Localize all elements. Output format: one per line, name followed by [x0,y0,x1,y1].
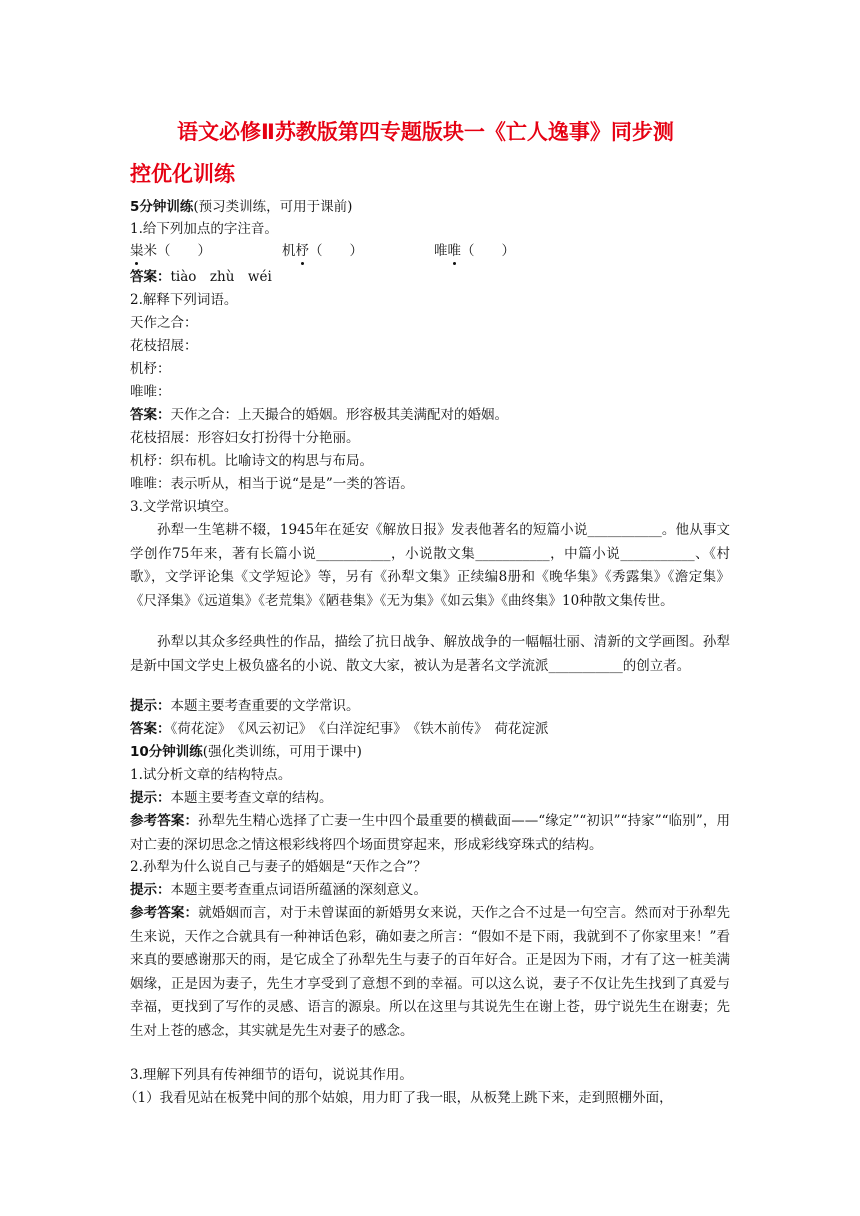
reference-answer-2-2: 参考答案：就婚姻而言，对于未曾谋面的新婚男女来说，天作之合不过是一句空言。然而对于孙犁先生来说，天作之合就具有一种神话色彩，确如妻之所言：“假如不是下雨，我就到不了你家里来！”看来真的要感谢那天的雨，是它成全了孙犁先生与妻子的百年好合。正是因为下雨，才有了这一桩美满姻缘，正是因为妻子，先生才享受到了意想不到的幸福。可以这么说，妻子不仅让先生找到了真爱与幸福，更找到了写作的灵感、语言的源泉。所以在这里与其说先生在谢上苍，毋宁说先生在谢妻；先生对上苍的感念，其实就是先生对妻子的感念。 [130,905,731,1039]
section-heading-note: (预习类训练，可用于课前) [193,199,353,215]
answer-1-1: 答案：tiào zhù wéi [130,269,272,285]
term-1: 天作之合： [130,315,198,331]
answer-1-3: 答案：《荷花淀》 《风云初记》 《白洋淀纪事》 《铁木前传》 荷花淀派 [130,721,549,737]
dotted-char: 唯 [448,240,462,262]
term-4: 唯唯： [130,384,171,400]
literature-paragraph-2: 孙犁以其众多经典性的作品，描绘了抗日战争、解放战争的一幅幅壮丽、清新的文学画图。孙犁是新中国文学史上极负盛名的小说、散文大家，被认为是著名文学流派___________的创立者。 [130,634,730,674]
hint-2-1: 提示：本题主要考查文章的结构。 [130,790,333,806]
answer-1-2-line-2: 花枝招展：形容妇女打扮得十分艳丽。 [130,430,360,446]
question-1-2: 2.解释下列词语。 [130,292,238,308]
term-2: 花枝招展： [130,338,198,354]
section-heading-5min [130,196,352,218]
hint-1-3: 提示：本题主要考查重要的文学常识。 [130,698,360,714]
question-2-2: 2.孙犁为什么说自己与妻子的婚姻是“天作之合”？ [130,859,427,875]
question-2-3: 3.理解下列具有传神细节的语句，说说其作用。 [130,1067,413,1083]
reference-answer-2-1: 参考答案：孙犁先生精心选择了亡妻一生中四个最重要的横截面——“缘定”“初识”“持家”“临别”，用对亡妻的深切思念之情这根彩线将四个场面贯穿起来，形成彩线穿珠式的结构。 [130,813,731,853]
section-heading-label: 10分钟训练 [130,744,203,760]
pinyin-item-2: 机杼（ ） [282,240,434,262]
question-1-1: 1.给下列加点的字注音。 [130,221,278,237]
document-title-line-1: 语文必修Ⅱ苏教版第四专题版块一《亡人逸事》同步测 [177,120,674,144]
question-2-1: 1.试分析文章的结构特点。 [130,767,292,783]
dotted-char: 粜 [130,240,144,262]
section-heading-note: (强化类训练，可用于课中) [202,744,362,760]
pinyin-item-3: 唯唯（ ） [434,240,515,262]
section-heading-10min [130,741,362,763]
question-2-3-item-1: （1）我看见站在板凳中间的那个姑娘，用力盯了我一眼，从板凳上跳下来，走到照棚外面， [124,1090,673,1106]
hint-2-2: 提示：本题主要考查重点词语所蕴涵的深刻意义。 [130,882,427,898]
term-3: 机杼： [130,361,171,377]
pinyin-items-row [130,240,515,262]
pinyin-item-1: 粜米（ ） [130,240,282,262]
section-heading-label: 5分钟训练 [130,199,194,215]
answer-1-2-line-4: 唯唯：表示听从，相当于说“是是”一类的答语。 [130,476,414,492]
question-1-3: 3.文学常识填空。 [130,499,238,515]
answer-1-2-line-3: 机杼：织布机。比喻诗文的构思与布局。 [130,453,373,469]
dotted-char: 杼 [296,240,310,262]
answer-1-2: 答案：天作之合：上天撮合的婚姻。形容极其美满配对的婚姻。 [130,407,508,423]
literature-paragraph-1: 孙犁一生笔耕不辍，1945年在延安《解放日报》发表他著名的短篇小说___________。他从事文学创作75年来，著有长篇小说___________，小说散文集___________，中篇小说___________、《村歌》，文学评论集《文学短论》等，另有《孙犁文集》正续编8册和《晚华集》《秀露集》《澹定集》《尺泽集》《远道集》《老荒集》《陋巷集》《无为集》《如云集》《曲终集》10种散文集传世。 [130,522,730,609]
document-title-line-2: 控优化训练 [130,162,235,186]
